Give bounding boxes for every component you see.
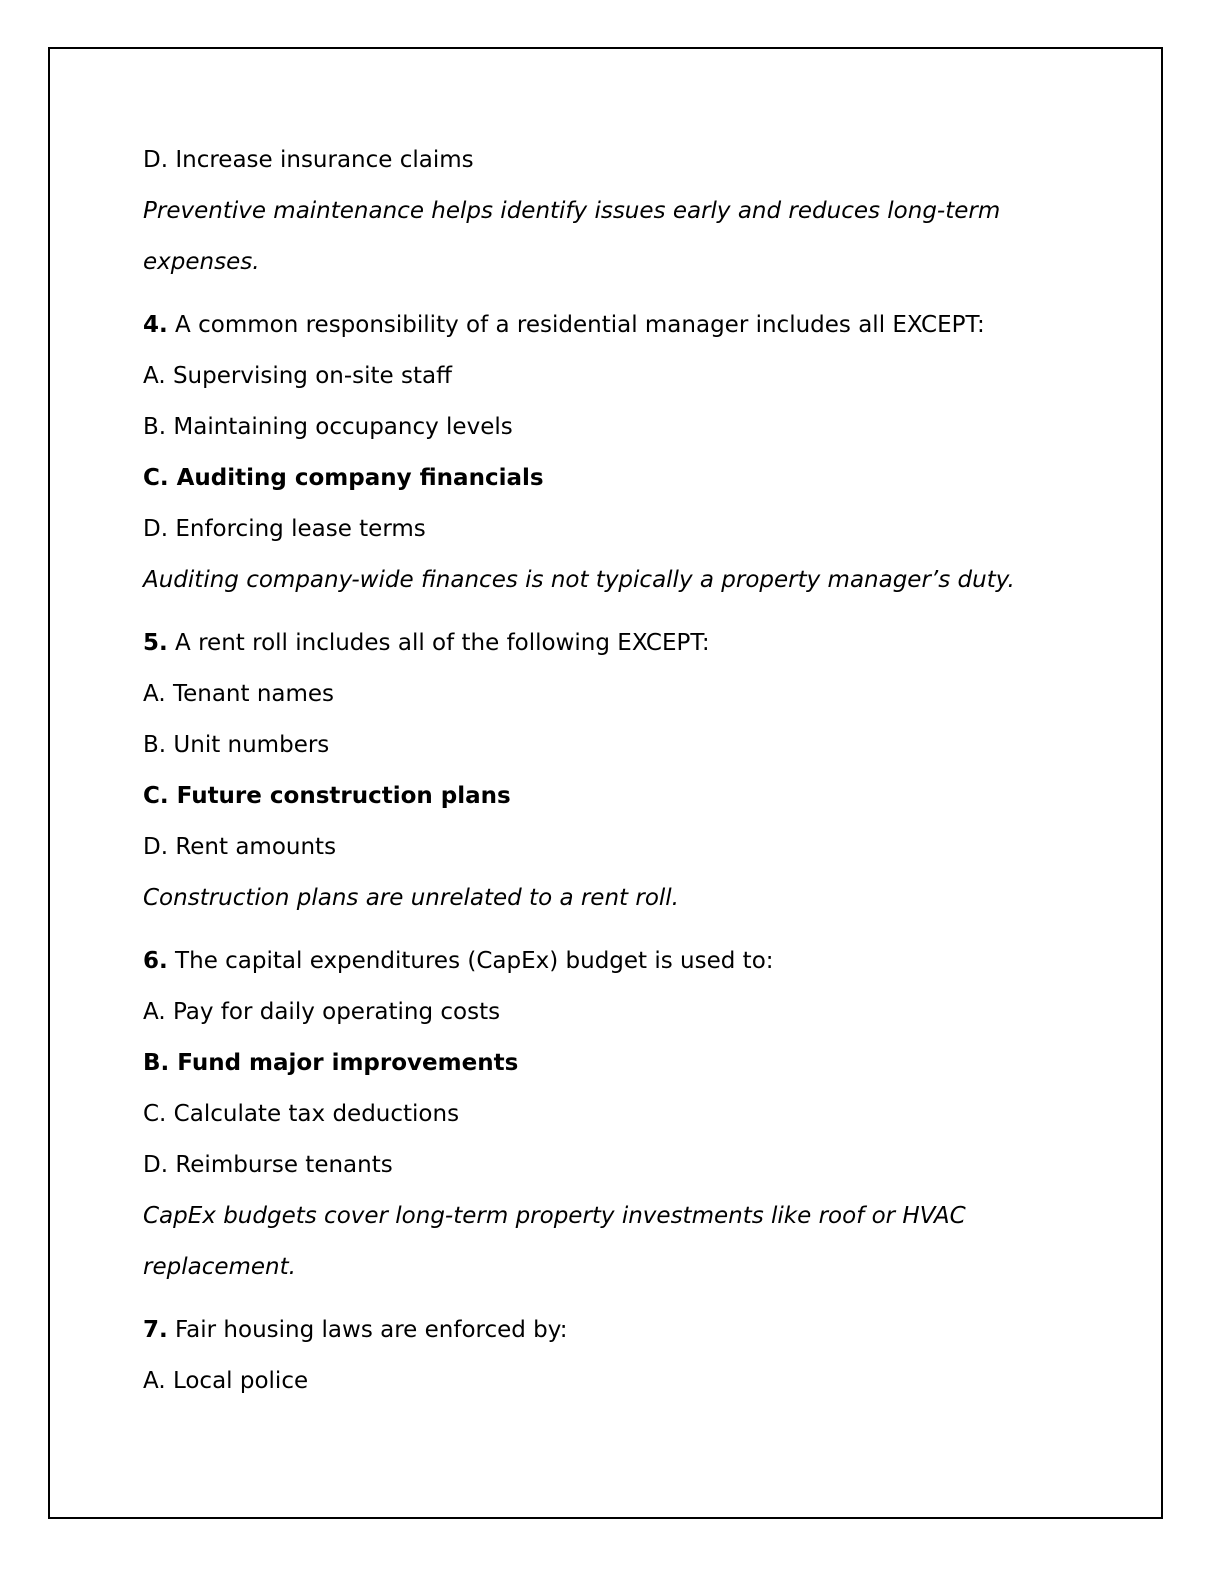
question-text: Fair housing laws are enforced by: <box>167 1317 568 1343</box>
option-d-q6: D. Reimburse tenants <box>143 1152 393 1178</box>
explanation-q6-line2: replacement. <box>143 1254 296 1280</box>
option-d-q4: D. Enforcing lease terms <box>143 516 426 542</box>
explanation-q3-line1: Preventive maintenance helps identify issues early and reduces long-term <box>143 198 1001 224</box>
question-6 <box>143 943 1103 994</box>
option-a-q4: A. Supervising on-site staff <box>143 363 452 389</box>
option-d-q3: D. Increase insurance claims <box>143 147 474 173</box>
document-body <box>143 142 1103 1414</box>
option-d-q5: D. Rent amounts <box>143 834 337 860</box>
question-number: 5. <box>143 630 168 656</box>
question-number: 7. <box>143 1317 168 1343</box>
question-text: A rent roll includes all of the following EXCEPT: <box>167 630 710 656</box>
option-a-q5: A. Tenant names <box>143 681 335 707</box>
answer-c-q4: C. Auditing company financials <box>143 465 544 491</box>
explanation-q4: Auditing company-wide finances is not typically a property manager’s duty. <box>143 567 1015 593</box>
answer-b-q6: B. Fund major improvements <box>143 1050 519 1076</box>
explanation-q3-line2: expenses. <box>143 249 260 275</box>
question-7 <box>143 1312 1103 1363</box>
question-number: 6. <box>143 948 168 974</box>
question-number: 4. <box>143 312 168 338</box>
option-b-q5: B. Unit numbers <box>143 732 330 758</box>
explanation-q5: Construction plans are unrelated to a rent roll. <box>143 885 679 911</box>
answer-c-q5: C. Future construction plans <box>143 783 511 809</box>
option-a-q7: A. Local police <box>143 1368 309 1394</box>
option-b-q4: B. Maintaining occupancy levels <box>143 414 513 440</box>
option-c-q6: C. Calculate tax deductions <box>143 1101 460 1127</box>
option-a-q6: A. Pay for daily operating costs <box>143 999 501 1025</box>
explanation-q6-line1: CapEx budgets cover long-term property investments like roof or HVAC <box>143 1203 966 1229</box>
question-text: A common responsibility of a residential manager includes all EXCEPT: <box>167 312 985 338</box>
question-text: The capital expenditures (CapEx) budget is used to: <box>167 948 774 974</box>
question-5 <box>143 625 1103 676</box>
question-4 <box>143 307 1103 358</box>
